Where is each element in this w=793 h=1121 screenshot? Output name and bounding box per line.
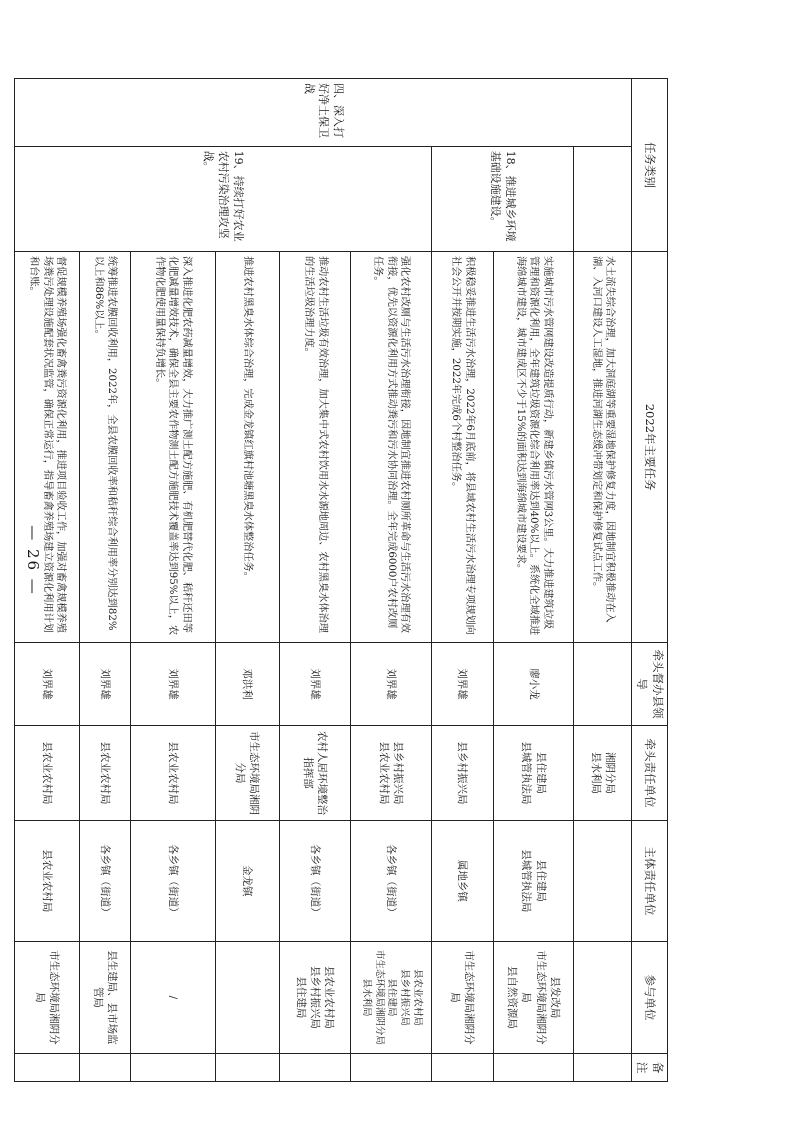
lead-official-cell: 刘界雄 [15,643,80,726]
task-cell: 推进农村黑臭水体综合治理，完成金龙镇红旗村池塘黑臭水体整治任务。 [215,252,280,643]
item-18-category: 18、推进城乡环境基础设施建设。 [431,146,574,251]
partner-cell: / [130,941,215,1054]
note-cell [574,1054,632,1082]
lead-unit-cell: 市生态环境局湘阴分局 [215,725,280,820]
main-unit-cell: 各乡镇（街道） [351,821,431,941]
partner-cell: 县生建局、县市场监管局 [79,941,130,1054]
partner-cell: 县发改局 市生态环境局湘阴分局 县自然资源局 [493,941,573,1054]
partner-cell: 市生态环境局湘阴分局 [15,941,80,1054]
lead-unit-cell: 县住建局 县城管执法局 [493,725,573,820]
header-lead-official: 牵头督办县领导 [631,643,667,726]
note-cell [280,1054,351,1082]
main-unit-cell: 县住建局 县城管执法局 [493,821,573,941]
main-unit-cell: 各乡镇（街道） [79,821,130,941]
partner-cell: 县农业农村局 县乡村振兴局 县住建局 [280,941,351,1054]
lead-unit-cell: 县农业农村局 [79,725,130,820]
task-cell: 水土流失综合治理，加大洞庭湖等重要湿地保护修复力度，因地制宜积极推动在入湖、入河口建设人工湿地，推进河湖生态缓冲带划定和保护修复试点工作。 [574,252,632,643]
lead-official-cell [574,643,632,726]
note-cell [431,1054,493,1082]
lead-unit-cell: 湘阴分局 县水利局 [574,725,632,820]
lead-unit-cell: 县农业农村局 [130,725,215,820]
partner-cell: 县农业农村局 县乡村振兴局 县住建局 市生态环境局湘阴分局 县水利局 [351,941,431,1054]
main-unit-cell [574,821,632,941]
header-lead-unit: 牵头责任单位 [631,725,667,820]
task-cell: 推动农村生活垃圾有效治理，加大集中式农村饮用水水源地周边、农村黑臭水体治理的生活垃圾治理力度。 [280,252,351,643]
lead-official-cell: 刘界雄 [79,643,130,726]
header-task: 2022年主要任务 [631,252,667,643]
main-unit-cell: 各乡镇（街道） [130,821,215,941]
partner-cell [215,941,280,1054]
lead-official-cell: 刘界雄 [280,643,351,726]
header-category: 任务类别 [631,79,667,252]
note-cell [215,1054,280,1082]
main-unit-cell: 属地乡镇 [431,821,493,941]
header-partner: 参与单位 [631,941,667,1054]
header-main-unit: 主体责任单位 [631,821,667,941]
task-cell: 督促规模养殖场强化畜禽粪污资源化利用，推进项目验收工作，加强对畜禽规模养殖场粪污处理设施配套状况监管，确保正常运行，指导畜禽养殖场建立资源化利用计划和台账。 [15,252,80,643]
lead-official-cell: 廖小龙 [493,643,573,726]
category-cell-blank [574,146,632,251]
table-row [493,79,573,1082]
task-table [14,78,668,1082]
table-row [351,79,431,1082]
note-cell [351,1054,431,1082]
lead-official-cell: 刘界雄 [130,643,215,726]
partner-cell [574,941,632,1054]
group-category-cell: 四、深入打好净土保卫战 [15,79,632,147]
note-cell [79,1054,130,1082]
lead-unit-cell: 县乡村振兴局 [431,725,493,820]
lead-unit-cell: 农村人居环境整治指挥部 [280,725,351,820]
partner-cell: 市生态环境局湘阴分局 [431,941,493,1054]
main-unit-cell: 各乡镇（街道） [280,821,351,941]
main-unit-cell: 县农业农村局 [15,821,80,941]
task-cell: 积极稳妥推进生活污水治理，2022年6月底前，将县域农村生活污水治理专项规划向社会公开并按期实施，2022年完成6个村整治任务。 [431,252,493,643]
lead-official-cell: 邓洪利 [215,643,280,726]
note-cell [130,1054,215,1082]
lead-unit-cell: 县乡村振兴局 县农业农村局 [351,725,431,820]
task-cell: 深入推进化肥农药减量增效，大力推广测土配方施肥、有机肥替代化肥、秸秆还田等化肥减量增效技术，确保全县主要农作物测土配方施肥技术覆盖率达到95%以上，农作物化肥使用量保持负增长。 [130,252,215,643]
page-number: — 26 — [24,525,42,596]
note-cell [493,1054,573,1082]
lead-unit-cell: 县农业农村局 [15,725,80,820]
lead-official-cell: 刘界雄 [351,643,431,726]
main-unit-cell: 金龙镇 [215,821,280,941]
header-row [631,79,667,1082]
lead-official-cell: 刘界雄 [431,643,493,726]
task-cell: 实施城市污水管网建设改造提质行动，新建乡镇污水管网3公里。大力推进建筑垃圾管理和资源化利用，全年建筑垃圾资源化综合利用率达到40%以上。系统化全域推进海绵城市建设，城市建成区不少于15%的面积达到海绵城市建设要求。 [493,252,573,643]
table-row [574,79,632,1082]
item-19-category: 19、持续打好农业农村污染治理攻坚战。 [15,146,432,251]
task-cell: 强化农村改厕与生活污水治理衔接，因地制宜推进农村厕所革命与生活污水治理有效衔接，优先以资源化利用方式推动粪污和污水协同治理。全年完成6000户农村改厕任务。 [351,252,431,643]
header-note: 备注 [631,1054,667,1082]
task-cell: 统筹推进农膜回收利用，2022年，全县农膜回收率和秸秆综合利用率分别达到82%以上和86%以上。 [79,252,130,643]
